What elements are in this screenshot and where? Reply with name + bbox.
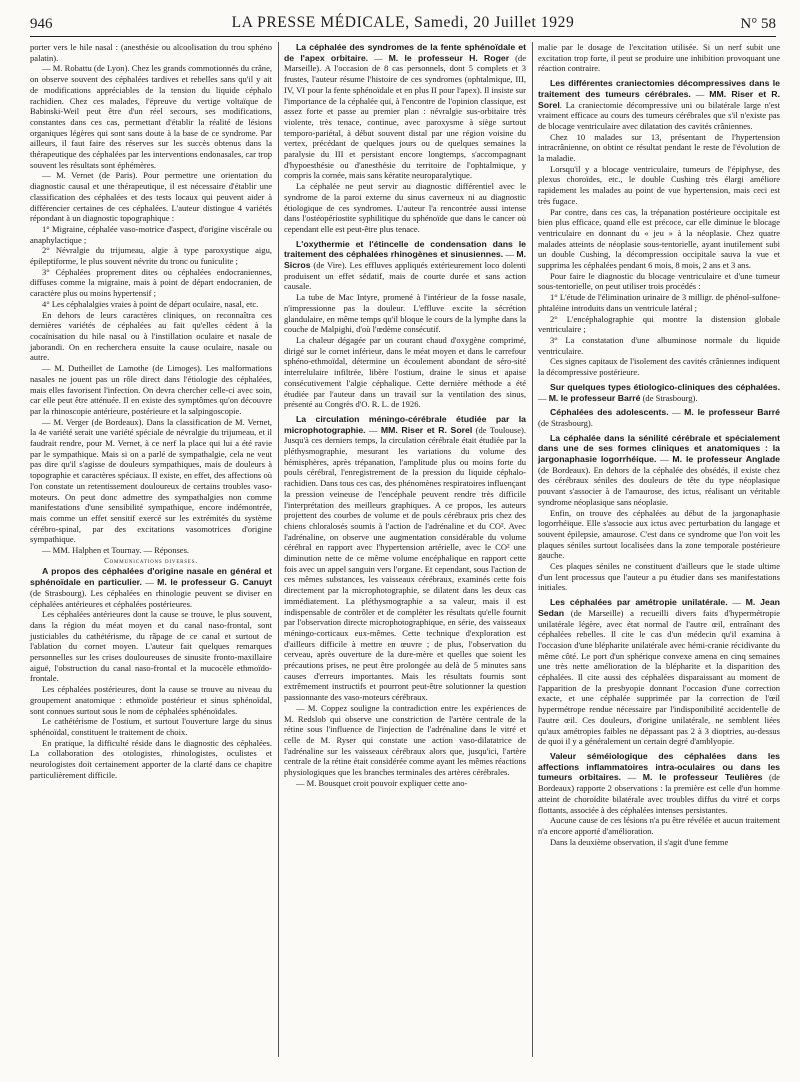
paragraph: Ces plaques séniles ne constituent d'ailleurs que le stade ultime d'un lent processus que l'auteur a pu étudier dans ses manifestations initiales. bbox=[538, 561, 780, 593]
paragraph: — M. Robattu (de Lyon). Chez les grands commotionnés du crâne, on observe souvent des céphalées tardives et rebelles sans qu'il y ait de modifications appréciables de la tension du liquide céphalo rachidien. Chez ces malades, l'épreuve du vertige voltaïque de Babinski-Weil peut être d'un réel secours, ses modifications, constantes dans ces cas, permettant d'établir la réalité de lésions organiques légères qui sont sans doute à la base de ce syndrome. Par ailleurs, il faut faire des réserves sur les succès obtenus dans la thérapeutique des céphalées par les interventions endonasales, car trop souvent les résultats sont éphémères. bbox=[30, 63, 272, 170]
paragraph: La circulation méningo-cérébrale étudiée par la microphotographie. — MM. Riser et R. Sorel (de Toulouse). Jusqu'à ces derniers temps, la circulation cérébrale était étudiée par la pléthysmographie, mesurant les variations du volume des hémisphères, après trépanation, l'amplitude plus ou moins forte du pouls cérébral, l'enregistrement de la pression du liquide céphalo-rachidien. Dans tous ces cas, des phénomènes respiratoires influençant la pression veineuse de l'encéphale peuvent rendre très difficile l'interprétation des meilleurs graphiques. A ce propos, les auteurs projettent des courbes de volume et de pouls cérébraux pris chez des chiens chloralosés soumis à l'action de l'adrénaline et du CO². Avec l'adrénaline, on observe une augmentation considérable du volume cérébral en rapport avec l'hypertension artérielle, avec le CO² une diminution nette de ce même volume encéphalique en rapport cette fois avec un appel sanguin vers l'organe. Et cependant, sous l'action de ces mêmes substances, les vaisseaux cérébraux, examinés cette fois directement par la microphotographie, se dilatent dans les deux cas immédiatement. La pléthysmographie a sa valeur, mais il est indispensable de contrôler et de compléter les résultats qu'elle fournit par l'observation directe microphotographique, en série, des vaisseaux méningo-corticaux eux-mêmes. Cette technique d'exploration est d'ailleurs difficile à mettre en œuvre ; de plus, l'observation du cerveau, après ouverture de la dure-mère et quelles que soient les précautions prises, ne peut être prolongée au delà de 5 minutes sans causes d'erreurs importantes. Mais les résultats fournis sont extrêmement instructifs et pourront peut-être solutionner la question passionnante des vaso-moteurs cérébraux. bbox=[284, 413, 526, 703]
paragraph: Les céphalées postérieures, dont la cause se trouve au niveau du groupement anatomique : ethmoïde postérieur et sinus sphénoïdal, sont connues surtout sous le nom de céphalées sphénoïdales. bbox=[30, 684, 272, 716]
paragraph: Chez 10 malades sur 13, présentant de l'hypertension intracrânienne, on obtint ce résultat pendant le reste de l'évolution de la maladie. bbox=[538, 131, 780, 164]
paragraph-text: (de Marseille). A l'occasion de 8 cas personnels, dont 5 complets et 3 frustes, l'auteur résume l'histoire de ces syndromes (ophtalmique, III, IV, VI pour la fente sphénoïdale et en plus II pour l'apex). Il insiste sur l'importance de la céphalée qui, à l'encontre de l'opinion classique, est assez forte et passe au premier plan : névralgie sus-orbitaire très violente, très tenace, continue, avec paroxysme à siège surtout temporo-pariétal, à début souvent distal par une région voisine du vertex, précédant de quelques jours ou de quelques semaines la paralysie du III et persistant encore longtemps, s'accompagnant d'hypoesthésie ou d'anesthésie du territoire de l'ophtalmique, y compris la cornée, mais sans kératite neuroparalytique. bbox=[284, 52, 526, 181]
article-heading: A propos des céphalées d'origine nasale en général et sphénoïdale en particulier. bbox=[30, 566, 272, 588]
paragraph: A propos des céphalées d'origine nasale en général et sphénoïdale en particulier. — M. le professeur G. Canuyt (de Strasbourg). Les céphalées en rhinologie peuvent se diviser en céphalées antérieures et céphalées postérieures. bbox=[30, 566, 272, 609]
paragraph: — M. Vernet (de Paris). Pour permettre une orientation du diagnostic causal et une thérapeutique, il est nécessaire d'établir une classification des céphalées et des tests locaux qui peuvent aider à différencier certaines de ces céphalées. L'auteur distingue 4 variétés répondant à un diagnostic topographique : bbox=[30, 170, 272, 224]
article-author: M. le professeur Barré bbox=[548, 392, 641, 403]
column-1 bbox=[30, 42, 272, 781]
paragraph: La céphalée des syndromes de la fente sphénoïdale et de l'apex orbitaire. — M. le professeur H. Roger (de Marseille). A l'occasion de 8 cas personnels, dont 5 complets et 3 frustes, l'auteur résume l'histoire de ces syndromes (ophtalmique, III, IV, VI pour la fente sphénoïdale et en plus II pour l'apex). Il insiste sur l'importance de la céphalée qui, à l'encontre de l'opinion classique, est assez forte et passe au premier plan : névralgie sus-orbitaire très violente, très tenace, continue, avec paroxysme à siège surtout temporo-pariétal, à début souvent distal par une région voisine du vertex, précédant de quelques jours ou de quelques semaines la paralysie du III et persistant encore longtemps, s'accompagnant d'hypoesthésie ou d'anesthésie du territoire de l'ophtalmique, y compris la cornée, mais sans kératite neuroparalytique. bbox=[284, 42, 526, 181]
paragraph-text: (de Bordeaux) rapporte 2 observations : la première est celle d'un homme atteint de choroïdite bilatérale avec troubles diffus du vitré et corps flottants, associée à des céphalées intenses persistantes. bbox=[538, 772, 780, 815]
article-heading: La céphalée dans la sénilité cérébrale et spécialement dans une de ses formes cliniques et anatomiques : la jargonaphasie logorrhéique. bbox=[538, 432, 780, 465]
article-author: MM. Riser et R. Sorel bbox=[380, 424, 473, 435]
paragraph: — M. Dutheillet de Lamothe (de Limoges). Les malformations nasales ne jouent pas un rôle direct dans l'étiologie des céphalées, mais elles favorisent l'infection. On devra chercher celle-ci avec soin, car elle peut être atténuée. Il en existe des symptômes qu'on découvre par la rhinoscopie antérieure, postérieure et la salpingoscopie. bbox=[30, 363, 272, 416]
article-heading: Sur quelques types étiologico-cliniques des céphalées. bbox=[550, 381, 780, 392]
paragraph-text: (de Strasbourg). Les céphalées en rhinologie peuvent se diviser en céphalées antérieures et céphalées postérieures. bbox=[30, 587, 272, 609]
paragraph-text: (de Strasbourg). bbox=[640, 392, 698, 403]
paragraph: La céphalée dans la sénilité cérébrale et spécialement dans une de ses formes cliniques et anatomiques : la jargonaphasie logorrhéique. — M. le professeur Anglade (de Bordeaux). En dehors de la céphalée des obsédés, il existe chez des cérébraux séniles des douleurs de tête du type néoplasique pouvant s'associer à de l'amaurose, des ictus, réalisant un véritable syndrome néoplasique sans néoplasie. bbox=[538, 432, 780, 507]
paragraph: Céphalées des adolescents. — M. le professeur Barré (de Strasbourg). bbox=[538, 407, 780, 428]
article-heading: Valeur séméiologique des céphalées dans les affections inflammatoires intra-oculaires ou dans les tumeurs orbitaires. bbox=[538, 751, 780, 783]
article-heading: Céphalées des adolescents. bbox=[550, 407, 669, 418]
issue-number: N° 58 bbox=[740, 16, 776, 32]
article-author: M. le professeur G. Canuyt bbox=[157, 577, 272, 588]
paragraph: — M. Coppez souligne la contradiction entre les expériences de M. Redslob qui observe une constriction de l'artère centrale de la rétine sous l'influence de l'injection de l'adrénaline dans le vitré et celle de M. Ryser qui constate une action vaso-dilatatrice de l'adrénaline sur les vaisseaux cérébraux alors que, jusqu'ici, l'artère centrale de la rétine était considérée comme ayant les mêmes réactions physiologiques que les branches terminales des artères cérébrales. bbox=[284, 702, 526, 778]
paragraph: Aucune cause de ces lésions n'a pu être révélée et aucun traitement n'a encore apporté d'amélioration. bbox=[538, 815, 780, 836]
masthead-title: LA PRESSE MÉDICALE, Samedi, 20 Juillet 1929 bbox=[231, 14, 575, 31]
paragraph: porter vers le hile nasal : (anesthésie ou alcoolisation du trou sphéno palatin). bbox=[30, 42, 272, 63]
paragraph: — MM. Halphen et Tournay. — Réponses. bbox=[42, 545, 190, 556]
paragraph: Pour faire le diagnostic du blocage ventriculaire et d'une tumeur sous-tentorielle, on peut utiliser trois procédés : bbox=[538, 270, 780, 292]
paragraph: En pratique, la difficulté réside dans le diagnostic des céphalées. La collaboration des otologistes, rhinologistes, oculistes et neurologistes doit certainement apporter de la clarté dans ce chapitre particulièrement difficile. bbox=[30, 737, 272, 780]
paragraph: Le cathétérisme de l'ostium, et surtout l'ouverture large du sinus sphénoïdal, constituent le traitement de choix. bbox=[30, 716, 272, 737]
article-heading: La céphalée des syndromes de la fente sphénoïdale et de l'apex orbitaire. bbox=[284, 42, 526, 63]
article-author: M. le professeur H. Roger bbox=[388, 52, 510, 63]
article-heading: Les céphalées par amétropie unilatérale. bbox=[550, 597, 728, 608]
paragraph: 3° La constatation d'une albuminose normale du liquide ventriculaire. bbox=[538, 334, 780, 356]
article-heading: La circulation méningo-cérébrale étudiée par la microphotographie. bbox=[284, 413, 526, 435]
paragraph: 2° Névralgie du trijumeau, algie à type paroxystique aigu, épileptiforme, le plus souvent névrite du tronc ou funiculite ; bbox=[30, 245, 272, 267]
paragraph-text: (de Vire). Les effluves appliqués extérieurement loco dolenti produisent un effet sédatif, mais de courte durée et sans action causale. bbox=[284, 260, 526, 292]
article-author: M. Jean Sedan bbox=[538, 597, 780, 618]
paragraph-text: (de Marseille) a recueilli divers faits d'hypermétropie unilatérale légère, avec état normal de l'autre œil, entraînant des céphalées rebelles. Il cite le cas d'un médecin qu'il examina à l'occasion d'une blépharite unilatérale avec hémi-cranie récidivante du même côté. Le port d'un sphérique convexe amena en cinq semaines une très nette amélioration de la blépharite et la disparition des céphalées. Il cite aussi des céphalées disparaissant au moment de l'apparition de la presbyopie donnant l'occasion d'une correction exacte, et une céphalée supprimée par la correction de l'œil hypermétrope rendue nécessaire par l'indisponibilité accidentelle de l'autre œil. Ces douleurs, d'origine unilatérale, ne semblent liées qu'aux amétropies faibles ne dépassant pas 2 à 3 dioptries, au-dessus de quoi il y a généralement un certain degré d'amblyopie. bbox=[538, 607, 780, 747]
paragraph: Sur quelques types étiologico-cliniques des céphalées. — M. le professeur Barré (de Strasbourg). bbox=[538, 381, 780, 403]
paragraph: En dehors de leurs caractères cliniques, on reconnaîtra ces dernières variétés de céphalées au fait qu'elles cèdent à la cocaïnisation du hile nasal ou à l'instillation oculaire et nasale de jaborandi. On en recherchera ensuite la cause oculaire, nasale ou autre. bbox=[30, 309, 272, 363]
article-heading: Les différentes craniectomies décompressives dans le traitement des tumeurs cérébrales. bbox=[538, 78, 780, 99]
column-3 bbox=[538, 42, 780, 847]
paragraph: Lorsqu'il y a blocage ventriculaire, tumeurs de l'épiphyse, des plexus choroïdes, etc., le double Cushing très élargi améliore rapidement les malades au point de vue hypertension, mais ceci est très fugace. bbox=[538, 163, 780, 206]
paragraph: — M. Bousquet croit pouvoir expliquer cette ano- bbox=[296, 777, 468, 788]
paragraph: L'oxythermie et l'étincelle de condensation dans le traitement des céphalées rhinogènes et sinusiennes. — M. Sicros (de Vire). Les effluves appliqués extérieurement loco dolenti produisent un effet sédatif, mais de courte durée et sans action causale. bbox=[284, 238, 526, 292]
article-author: M. le professeur Anglade bbox=[672, 454, 780, 465]
paragraph-text: (de Toulouse). Jusqu'à ces derniers temps, la circulation cérébrale était étudiée par la pléthysmographie, mesurant les variations du volume des hémisphères, après trépanation, l'amplitude plus ou moins forte du pouls cérébral, l'enregistrement de la pression du liquide céphalo-rachidien. Dans tous ces cas, des phénomènes respiratoires influençant la pression veineuse de l'encéphale peuvent rendre très difficile l'interprétation des meilleurs graphiques. A ce propos, les auteurs projettent des courbes de volume et de pouls cérébraux pris chez des chiens chloralosés soumis à l'action de l'adrénaline et du CO². Avec l'adrénaline, on observe une augmentation considérable du volume cérébral en rapport avec l'hypertension artérielle, avec le CO² une diminution nette de ce même volume encéphalique en rapport cette fois avec un appel sanguin vers l'organe. Et cependant, sous l'action de ces mêmes substances, les vaisseaux cérébraux, examinés cette fois directement par la microphotographie, se dilatent dans les deux cas immédiatement. La pléthysmographie a sa valeur, mais il est indispensable de contrôler et de compléter les résultats qu'elle fournit par l'observation directe microphotographique, en série, des vaisseaux méningo-corticaux eux-mêmes. Cette technique d'exploration est d'ailleurs difficile à mettre en œuvre ; de plus, l'observation du cerveau, après ouverture de la dure-mère et quelles que soient les précautions prises, ne peut être prolongée au delà de 5 minutes sans causes d'erreurs importantes. Mais les résultats fournis sont extrêmement instructifs et pourront peut-être solutionner la question passionnante des vaso-moteurs cérébraux. bbox=[284, 424, 526, 703]
paragraph-text: . La craniectomie décompressive uni ou bilatérale large n'est vraiment efficace au cours des tumeurs cérébrales que s'il n'existe pas de blocage ventriculaire avec dilatation des cavités crâniennes. bbox=[538, 99, 780, 131]
paragraph: malie par le dosage de l'excitation utilisée. Si un nerf subit une excitation trop forte, il peut se produire une inhibition provoquant une réaction contraire. bbox=[538, 42, 780, 74]
paragraph: 2° L'encéphalographie qui montre la distension globale ventriculaire ; bbox=[538, 313, 780, 335]
paragraph: La céphalée ne peut servir au diagnostic différentiel avec le syndrome de la paroi externe du sinus caverneux ni au diagnostic étiologique de ces syndromes. L'auteur l'a rencontrée aussi intense dans l'ostéopériostite syphilitique du sphénoïde que dans le cancer où cependant elle est peut-être plus tenace. bbox=[284, 181, 526, 234]
paragraph: Les céphalées antérieures dont la cause se trouve, le plus souvent, dans la région du méat moyen et du canal naso-frontal, sont justiciables du cathétérisme, du râpage de ce canal et surtout de l'ablation du cornet moyen. L'auteur fait quelques remarques personnelles sur les crises douloureuses de sinusite fronto-maxillaire aiguë, l'obstruction du canal naso-frontal et la mucocèle ethmoïdo-frontale. bbox=[30, 609, 272, 684]
paragraph: 4° Les céphalalgies vraies à point de départ oculaire, nasal, etc. bbox=[42, 298, 259, 309]
paragraph: — M. Verger (de Bordeaux). Dans la classification de M. Vernet, la 4e variété serait une variété spéciale de névralgie du trijumeau, et il faudrait rendre, pour M. Vernet, à ce nerf la place qui lui a été ravie par le sympathique. Mais si on a parlé de sympathalgie, cela ne veut pas dire qu'il s'agisse de douleurs sympathiques, mais de douleurs à topographie et caractères spéciaux. Il existe, en effet, des affections où l'on constate un retentissement douloureux de certains troubles vaso-moteurs. On peut donc admettre des sympathalgies non comme manifestations d'une sensibilité sympathique, encore indémontrée, mais comme un effet sensitif exercé sur les extrémités du système cérébro-spinal, par des excitations vasomotrices d'origine sympathique. bbox=[30, 416, 272, 545]
paragraph: Les différentes craniectomies décompressives dans le traitement des tumeurs cérébrales. — MM. Riser et R. Sorel. La craniectomie décompressive uni ou bilatérale large n'est vraiment efficace au cours des tumeurs cérébrales que s'il n'existe pas de blocage ventriculaire avec dilatation des cavités crâniennes. bbox=[538, 78, 780, 131]
paragraph: La tube de Mac Intyre, promené à l'intérieur de la fosse nasale, n'impressionne pas la douleur. L'effluve excite la sécrétion glandulaire, en même temps qu'il bloque le cours de la lymphe dans la couche de Malpighi, d'où l'œdème consécutif. bbox=[284, 292, 526, 335]
page-number: 946 bbox=[30, 16, 53, 32]
paragraph: 1° L'étude de l'élimination urinaire de 3 milligr. de phénol-sulfone-phtaléine introduits dans un ventricule latéral ; bbox=[538, 292, 780, 313]
article-author: M. Sicros bbox=[284, 249, 526, 271]
paragraph-text: (de Strasbourg). bbox=[538, 417, 593, 428]
page-header bbox=[30, 10, 776, 37]
paragraph: Ces signes capitaux de l'isolement des cavités crâniennes indiquent la décompressive postérieure. bbox=[538, 356, 780, 378]
paragraph: Enfin, on trouve des céphalées au début de la jargonaphasie logorrhéique. Elle s'associe aux ictus avec perturbation du langage et souvent épilepsie, amaurose. C'est dans ce syndrome que l'on voit les plaques séniles surtout localisées dans la zone temporale postérieure gauche. bbox=[538, 507, 780, 561]
column-divider bbox=[278, 42, 279, 1057]
paragraph: Dans la deuxième observation, il s'agit d'une femme bbox=[550, 836, 729, 847]
paragraph: 1° Migraine, céphalée vaso-motrice d'aspect, d'origine viscérale ou anaphylactique ; bbox=[30, 223, 272, 245]
paragraph: Valeur séméiologique des céphalées dans les affections inflammatoires intra-oculaires ou dans les tumeurs orbitaires. — M. le professeur Teulières (de Bordeaux) rapporte 2 observations : la première est celle d'un homme atteint de choroïdite bilatérale avec troubles diffus du vitré et corps flottants, associée à des céphalées intenses persistantes. bbox=[538, 751, 780, 815]
paragraph: Par contre, dans ces cas, la trépanation postérieure occipitale est bien plus efficace, quand elle est précoce, car elle diminue le blocage ventriculaire en donnant du « jeu » à la néoplasie. Chez quatre malades atteints de néoplasie sous-tentorielle, ayant inutilement subi un double Cushing, la décompression occipitale sauva la vue et supprima les céphalées pendant 6 mois, 8 mois, 2 ans et 3 ans. bbox=[538, 206, 780, 271]
paragraph: 3° Céphalées proprement dites ou céphalées endocraniennes, diffuses comme la migraine, mais à point de départ endocranien, de caractère plus ou moins hypertensif ; bbox=[30, 266, 272, 299]
article-author: M. le professeur Teulières bbox=[642, 772, 763, 783]
column-divider bbox=[532, 42, 533, 1057]
article-author: M. le professeur Barré bbox=[684, 407, 780, 418]
article-columns bbox=[30, 42, 780, 1082]
paragraph-text: (de Bordeaux). En dehors de la céphalée des obsédés, il existe chez des cérébraux séniles des douleurs de tête du type néoplasique pouvant s'associer à de l'amaurose, des ictus, réalisant un véritable syndrome néoplasique sans néoplasie. bbox=[538, 464, 780, 507]
paragraph: La chaleur dégagée par un courant chaud d'oxygène comprimé, dirigé sur le cornet inférieur, dans le méat moyen et dans le carrefour sphéno-ethmoïdal, détermine un écoulement abondant de séro-sité interrelulaire infiltrée, libère l'ostium, draine le sinus et apaise consécutivement l'algie céphalique. Cette dernière méthode a été étudiée par l'auteur dans un travail sur la ventilation des sinus, présenté au Congrès d'O. R. L. de 1926. bbox=[284, 334, 526, 410]
article-heading: L'oxythermie et l'étincelle de condensation dans le traitement des céphalées rhinogènes et sinusiennes. bbox=[284, 238, 526, 260]
section-heading: Communications diverses. bbox=[104, 556, 198, 565]
column-2 bbox=[284, 42, 526, 789]
paragraph: Les céphalées par amétropie unilatérale. — M. Jean Sedan (de Marseille) a recueilli divers faits d'hypermétropie unilatérale légère, avec état normal de l'autre œil, entraînant des céphalées rebelles. Il cite le cas d'un médecin qu'il examina à l'occasion d'une blépharite unilatérale avec hémi-cranie récidivante du même côté. Le port d'un sphérique convexe amena en cinq semaines une très nette amélioration de la blépharite et la disparition des céphalées. Il cite aussi des céphalées disparaissant au moment de l'apparition de la presbyopie donnant l'occasion d'une correction exacte, et une céphalée supprimée par la correction de l'œil hypermétrope rendue nécessaire par l'indisponibilité accidentelle de l'autre œil. Ces douleurs, d'origine unilatérale, ne semblent liées qu'aux amétropies faibles ne dépassant pas 2 à 3 dioptries, au-dessus de quoi il y a généralement un certain degré d'amblyopie. bbox=[538, 597, 780, 747]
article-author: MM. Riser et R. Sorel bbox=[538, 88, 780, 110]
